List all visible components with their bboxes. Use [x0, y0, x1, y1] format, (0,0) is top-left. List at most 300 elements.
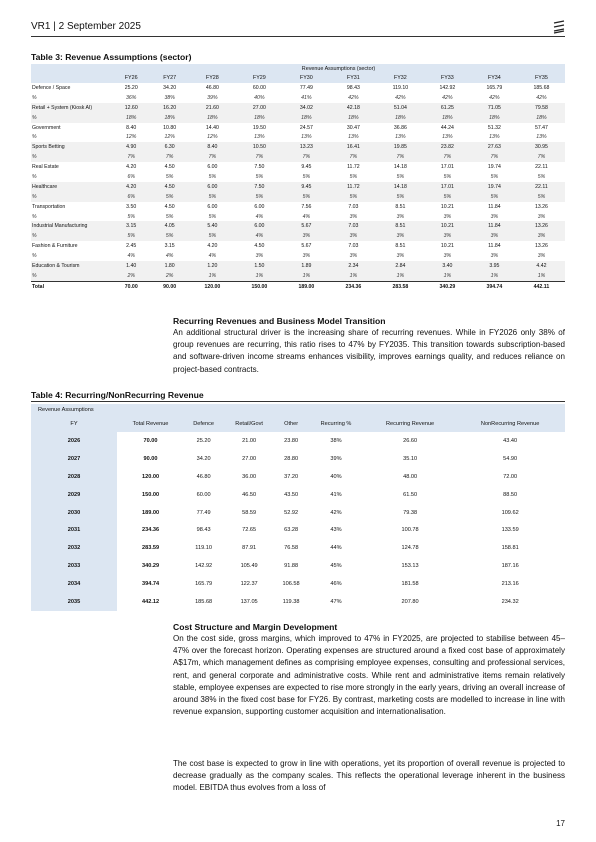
table4-column-header: Retail/Govt — [223, 416, 275, 432]
table4-value-cell: 137.05 — [240, 598, 258, 605]
table3-pct-cell: 18% — [283, 113, 330, 123]
table3-pct-cell: 1% — [518, 271, 565, 281]
table4-value-cell: 46.50 — [242, 491, 257, 498]
table3-value-cell: 4.05 — [150, 221, 188, 231]
table3-pct-cell: 40% — [254, 94, 265, 101]
table3-value-cell: 165.79 — [486, 84, 503, 91]
table3-row-label: Sports Betting — [31, 142, 112, 152]
table3-pct-cell: 3% — [537, 213, 546, 220]
table4-value-cell: 63.28 — [284, 527, 299, 534]
table3-pct-cell: 5% — [424, 192, 471, 202]
table4-value-cell: 100.78 — [401, 527, 419, 534]
table3-pct-cell: 42% — [489, 94, 500, 101]
table3-pct-cell: 18% — [377, 113, 424, 123]
table4-value-cell: 394.74 — [141, 581, 160, 588]
table3-row-label: Fashion & Furniture — [32, 243, 78, 250]
table3-pct-cell: 13% — [301, 134, 312, 141]
table3-pct-cell: 38% — [164, 94, 175, 101]
table3-row-label: Transportation — [32, 203, 66, 210]
table4-value-cell: 45% — [330, 563, 342, 570]
table3-pct-cell: 1% — [236, 271, 283, 281]
table3-year-header: FY31 — [330, 73, 377, 83]
table3-pct-cell: 13% — [489, 134, 500, 141]
table4-row — [31, 593, 565, 611]
table3-pct-cell: 3% — [349, 253, 358, 260]
table3-corner-cell — [31, 64, 112, 73]
table3-value-cell: 61.25 — [424, 103, 471, 113]
table4-value-cell: 98.43 — [196, 527, 211, 534]
table3-year-header: FY28 — [189, 73, 236, 83]
table3-pct-cell: 13% — [395, 134, 406, 141]
table3-pct-cell: 7% — [424, 152, 471, 162]
section-title-recurring: Recurring Revenues and Business Model Transition — [173, 316, 386, 326]
table3-pct-cell: 3% — [518, 231, 565, 241]
recurring-revenue-table — [31, 404, 565, 611]
table3-pct-cell: 5% — [236, 192, 283, 202]
table3-pct-cell: 42% — [536, 94, 547, 101]
table4-value-cell: 187.16 — [501, 563, 519, 570]
table4-row — [31, 450, 565, 468]
table3-pct-row — [31, 212, 565, 222]
table3-pct-cell: 4% — [165, 253, 174, 260]
table4-value-cell: 43.50 — [284, 491, 299, 498]
table3-pct-cell: 5% — [127, 213, 135, 220]
table3-pct-cell: 18% — [518, 113, 565, 123]
table3-value-cell: 4.50 — [164, 164, 175, 171]
table4-value-cell: 44% — [330, 545, 342, 552]
table4-value-cell: 61.50 — [403, 491, 418, 498]
table4-value-cell: 46.80 — [196, 473, 211, 480]
table3-pct-label: % — [32, 173, 37, 180]
table3-value-cell: 19.74 — [487, 164, 501, 171]
table3-pct-cell: 13% — [348, 134, 359, 141]
table3-pct-cell: 4% — [208, 253, 217, 260]
table3-pct-cell: 3% — [443, 253, 452, 260]
table3-value-cell: 16.20 — [150, 103, 188, 113]
table3-total-cell: 189.00 — [283, 281, 330, 291]
table4-value-cell: 28.80 — [284, 455, 299, 462]
table3-pct-cell: 5% — [490, 173, 499, 180]
table3-pct-cell: 42% — [348, 94, 359, 101]
table3-pct-label: % — [31, 192, 112, 202]
table3-value-cell: 19.85 — [377, 142, 424, 152]
table3-value-cell: 2.45 — [126, 243, 137, 250]
table3-value-cell: 25.20 — [124, 84, 138, 91]
table4-row — [31, 557, 565, 575]
table3-value-cell: 11.84 — [488, 243, 501, 250]
table3-row — [31, 142, 565, 152]
table3-pct-cell: 5% — [255, 173, 264, 180]
table4-value-cell: 60.00 — [196, 491, 211, 498]
table3-value-cell: 1.89 — [283, 261, 330, 271]
table3-value-cell: 6.00 — [236, 221, 283, 231]
table3-value-cell: 10.50 — [236, 142, 283, 152]
table3-pct-cell: 3% — [283, 231, 330, 241]
table4-title: Table 4: Recurring/NonRecurring Revenue — [31, 390, 204, 400]
table3-row — [31, 221, 565, 231]
table4-value-cell: 185.68 — [195, 598, 213, 605]
table4-group-header-row — [31, 404, 565, 416]
table3-pct-cell: 2% — [112, 271, 150, 281]
table3-row — [31, 261, 565, 271]
table4-value-cell: 90.00 — [143, 455, 158, 462]
table3-pct-row — [31, 192, 565, 202]
table3-pct-cell: 5% — [302, 173, 311, 180]
table3-value-cell: 36.86 — [393, 124, 407, 131]
table4-fy-cell: 2026 — [31, 432, 117, 450]
table3-value-cell: 8.51 — [377, 221, 424, 231]
table3-year-header: FY35 — [518, 73, 565, 83]
table3-pct-cell: 5% — [165, 213, 174, 220]
table3-total-row — [31, 281, 565, 291]
table3-pct-cell: 5% — [150, 192, 188, 202]
table3-pct-cell: 4% — [255, 213, 264, 220]
table3-value-cell: 8.51 — [395, 203, 406, 210]
table4-value-cell: 87.91 — [242, 545, 257, 552]
table3-value-cell: 4.50 — [254, 243, 265, 250]
table3-value-cell: 30.47 — [346, 124, 360, 131]
table4-value-cell: 153.13 — [401, 563, 419, 570]
paragraph-cost-2: The cost base is expected to grow in line with operations, yet its proportion of overall revenue is projected to decrease gradually as the company scales. This reflects the operational leverage inherent in the business model. EBITDA thus evolves from a loss of — [173, 759, 565, 793]
table4-value-cell: 37.20 — [284, 473, 299, 480]
table3-value-cell: 13.26 — [534, 243, 548, 250]
table4-value-cell: 52.92 — [284, 509, 299, 516]
table4-fy-cell: 2031 — [31, 521, 117, 539]
table3-pct-row — [31, 152, 565, 162]
table3-pct-cell: 4% — [236, 231, 283, 241]
table3-value-cell: 2.34 — [330, 261, 377, 271]
page-header — [31, 20, 565, 34]
table4-value-cell: 181.58 — [401, 581, 419, 588]
table4-fy-cell: 2027 — [31, 450, 117, 468]
table3-value-cell: 10.80 — [163, 124, 177, 131]
section-title-cost: Cost Structure and Margin Development — [173, 622, 338, 632]
table3-value-cell: 14.40 — [205, 124, 219, 131]
table3-pct-cell: 5% — [189, 192, 236, 202]
table3-value-cell: 119.10 — [392, 84, 409, 91]
table4-column-header: Defence — [184, 416, 223, 432]
table3-value-cell: 7.03 — [330, 221, 377, 231]
table4-column-header: NonRecurring Revenue — [455, 416, 565, 432]
table4-value-cell: 48.00 — [403, 473, 418, 480]
table3-value-cell: 22.11 — [518, 182, 565, 192]
table3-pct-cell: 7% — [377, 152, 424, 162]
table4-row — [31, 539, 565, 557]
table4-row — [31, 504, 565, 522]
table4-value-cell: 46% — [330, 581, 342, 588]
table3-value-cell: 60.00 — [252, 84, 266, 91]
table4-value-cell: 340.29 — [141, 563, 160, 570]
table3-pct-cell: 42% — [395, 94, 406, 101]
table4-value-cell: 109.62 — [501, 509, 519, 516]
table4-value-cell: 70.00 — [143, 437, 158, 444]
table4-value-cell: 23.80 — [284, 437, 299, 444]
table3-pct-row — [31, 231, 565, 241]
table4-value-cell: 58.59 — [242, 509, 257, 516]
table3-pct-cell: 5% — [349, 173, 358, 180]
header-rule — [31, 36, 565, 37]
table3-pct-cell: 13% — [442, 134, 453, 141]
table3-value-cell: 6.00 — [207, 164, 218, 171]
table4-value-cell: 79.38 — [403, 509, 418, 516]
table4-value-cell: 42% — [330, 509, 342, 516]
table3-pct-cell: 5% — [283, 192, 330, 202]
table3-pct-cell: 1% — [283, 271, 330, 281]
table3-corner-cell — [31, 73, 112, 83]
table3-value-cell: 4.20 — [207, 243, 218, 250]
table3-pct-cell: 7% — [236, 152, 283, 162]
table3-value-cell: 17.01 — [440, 164, 454, 171]
table3-pct-cell: 5% — [208, 173, 217, 180]
table3-group-header: Revenue Assumptions (sector) — [112, 64, 565, 73]
table3-value-cell: 4.42 — [518, 261, 565, 271]
table4-group-header: Revenue Assumptions — [31, 404, 184, 416]
table3-value-cell: 34.02 — [283, 103, 330, 113]
table3-value-cell: 6.00 — [189, 182, 236, 192]
table3-value-cell: 13.26 — [518, 221, 565, 231]
table3-value-cell: 11.72 — [347, 164, 360, 171]
table3-pct-label: % — [32, 213, 37, 220]
table3-value-cell: 11.84 — [488, 203, 501, 210]
table3-value-cell: 10.21 — [424, 221, 471, 231]
table3-value-cell: 185.68 — [533, 84, 550, 91]
table3-value-cell: 57.47 — [534, 124, 548, 131]
table4-value-cell: 133.59 — [501, 527, 519, 534]
table3-value-cell: 51.04 — [377, 103, 424, 113]
table3-row — [31, 162, 565, 172]
table3-value-cell: 4.50 — [164, 203, 175, 210]
table3-pct-cell: 41% — [301, 94, 312, 101]
table3-pct-row — [31, 113, 565, 123]
table3-year-header: FY33 — [424, 73, 471, 83]
table4-value-cell: 72.65 — [242, 527, 257, 534]
table4-value-cell: 120.00 — [141, 473, 160, 480]
table4-header-filler — [184, 404, 565, 416]
table3-pct-cell: 1% — [471, 271, 518, 281]
table4-value-cell: 119.38 — [282, 598, 300, 605]
table4-value-cell: 150.00 — [141, 491, 160, 498]
table4-value-cell: 234.36 — [141, 527, 160, 534]
table3-value-cell: 3.50 — [126, 203, 137, 210]
table3-year-header: FY34 — [471, 73, 518, 83]
table3-pct-cell: 5% — [112, 231, 150, 241]
table4-column-header: Other — [275, 416, 307, 432]
table4-column-header-row — [31, 416, 565, 432]
table3-row-label: Healthcare — [31, 182, 112, 192]
table4-value-cell: 43% — [330, 527, 342, 534]
table3-pct-label: % — [31, 152, 112, 162]
table3-value-cell: 13.26 — [534, 203, 548, 210]
table3-pct-cell: 18% — [236, 113, 283, 123]
table3-pct-cell: 18% — [150, 113, 188, 123]
table4-row — [31, 575, 565, 593]
table3-pct-row — [31, 132, 565, 142]
table3-value-cell: 30.95 — [518, 142, 565, 152]
page-number: 17 — [556, 819, 565, 828]
table4-value-cell: 40% — [330, 473, 342, 480]
table3-pct-cell: 5% — [165, 173, 174, 180]
table4-value-cell: 158.81 — [501, 545, 519, 552]
table4-value-cell: 122.37 — [240, 581, 258, 588]
table3-value-cell: 5.40 — [189, 221, 236, 231]
table3-value-cell: 21.60 — [189, 103, 236, 113]
table4-value-cell: 91.88 — [284, 563, 299, 570]
table4-value-cell: 34.20 — [196, 455, 211, 462]
table3-value-cell: 9.45 — [283, 182, 330, 192]
table4-row — [31, 468, 565, 486]
table3-pct-cell: 3% — [255, 253, 264, 260]
table3-row-label: Retail + System (Kiosk AI) — [31, 103, 112, 113]
table3-pct-cell: 7% — [518, 152, 565, 162]
table4-value-cell: 88.50 — [503, 491, 518, 498]
table3-value-cell: 2.84 — [377, 261, 424, 271]
table3-pct-cell: 18% — [330, 113, 377, 123]
table3-year-header: FY32 — [377, 73, 424, 83]
table4-value-cell: 283.59 — [141, 545, 160, 552]
table4-value-cell: 36.00 — [242, 473, 257, 480]
table3-pct-cell: 12% — [164, 134, 175, 141]
table4-value-cell: 442.12 — [141, 598, 160, 605]
table3-pct-cell: 1% — [189, 271, 236, 281]
table3-pct-row — [31, 271, 565, 281]
table4-value-cell: 234.32 — [501, 598, 519, 605]
table3-value-cell: 3.40 — [424, 261, 471, 271]
table3-pct-label: % — [31, 231, 112, 241]
table3-year-header: FY26 — [112, 73, 150, 83]
table3-pct-cell: 12% — [126, 134, 137, 141]
table3-value-cell: 44.24 — [440, 124, 454, 131]
table3-value-cell: 3.15 — [164, 243, 175, 250]
company-logo-icon — [553, 20, 565, 34]
table4-value-cell: 165.79 — [195, 581, 213, 588]
table3-value-cell: 5.67 — [283, 221, 330, 231]
table3-pct-cell: 4% — [127, 253, 135, 260]
table3-row — [31, 123, 565, 133]
table4-value-cell: 106.58 — [282, 581, 300, 588]
table3-year-header-row — [31, 73, 565, 83]
table4-value-cell: 25.20 — [196, 437, 211, 444]
table3-pct-cell: 5% — [443, 173, 452, 180]
table3-value-cell: 1.40 — [112, 261, 150, 271]
table4-value-cell: 38% — [330, 437, 342, 444]
table3-pct-row — [31, 93, 565, 103]
table4-value-cell: 124.78 — [401, 545, 419, 552]
table4-column-header: Recurring % — [307, 416, 365, 432]
table3-value-cell: 142.92 — [439, 84, 456, 91]
table3-value-cell: 5.67 — [301, 243, 312, 250]
table3-row-label: Real Estate — [32, 164, 59, 171]
table3-row-label: Government — [32, 124, 61, 131]
table3-pct-cell: 4% — [302, 213, 311, 220]
table3-pct-cell: 2% — [150, 271, 188, 281]
table3-pct-cell: 6% — [112, 192, 150, 202]
table3-value-cell: 46.80 — [205, 84, 219, 91]
table3-pct-cell: 5% — [377, 192, 424, 202]
table3-value-cell: 7.03 — [348, 203, 359, 210]
table3-pct-cell: 3% — [537, 253, 546, 260]
table3-value-cell: 3.15 — [112, 221, 150, 231]
table3-value-cell: 1.80 — [150, 261, 188, 271]
table3-value-cell: 1.50 — [236, 261, 283, 271]
table3-value-cell: 12.60 — [112, 103, 150, 113]
table4-value-cell: 213.16 — [501, 581, 519, 588]
table3-value-cell: 77.49 — [299, 84, 313, 91]
table3-value-cell: 8.40 — [189, 142, 236, 152]
table3-pct-cell: 5% — [518, 192, 565, 202]
table4-value-cell: 207.80 — [401, 598, 419, 605]
table3-pct-label: % — [31, 271, 112, 281]
table3-value-cell: 27.63 — [471, 142, 518, 152]
table3-pct-cell: 18% — [189, 113, 236, 123]
table4-value-cell: 41% — [330, 491, 342, 498]
table3-value-cell: 1.20 — [189, 261, 236, 271]
version-date: VR1 | 2 September 2025 — [31, 21, 141, 32]
table3-value-cell: 13.23 — [283, 142, 330, 152]
table3-value-cell: 14.18 — [377, 182, 424, 192]
table3-pct-cell: 6% — [127, 173, 135, 180]
table3-value-cell: 10.21 — [440, 203, 454, 210]
table4-value-cell: 189.00 — [141, 509, 160, 516]
table3-total-cell: 90.00 — [150, 281, 188, 291]
table3-pct-cell: 1% — [377, 271, 424, 281]
table3-pct-label: % — [32, 253, 37, 260]
table4-rule — [31, 401, 565, 402]
table3-row — [31, 202, 565, 212]
table4-fy-cell: 2029 — [31, 486, 117, 504]
table3-value-cell: 8.40 — [126, 124, 137, 131]
table4-value-cell: 105.49 — [240, 563, 258, 570]
table3-value-cell: 14.18 — [393, 164, 407, 171]
table4-value-cell: 76.58 — [284, 545, 299, 552]
table3-pct-cell: 13% — [536, 134, 547, 141]
table3-value-cell: 6.30 — [150, 142, 188, 152]
table3-pct-cell: 7% — [112, 152, 150, 162]
table3-value-cell: 19.50 — [252, 124, 266, 131]
table4-value-cell: 47% — [330, 598, 342, 605]
table4-row — [31, 486, 565, 504]
table3-pct-cell: 7% — [330, 152, 377, 162]
table3-value-cell: 6.00 — [254, 203, 265, 210]
table3-pct-cell: 3% — [424, 231, 471, 241]
table3-value-cell: 9.45 — [301, 164, 312, 171]
table3-row-label: Education & Tourism — [31, 261, 112, 271]
table3-value-cell: 6.00 — [207, 203, 218, 210]
table3-value-cell: 11.72 — [330, 182, 377, 192]
table4-column-header: Total Revenue — [117, 416, 184, 432]
table3-value-cell: 98.43 — [346, 84, 360, 91]
table3-row — [31, 182, 565, 192]
table3-total-cell: 283.58 — [377, 281, 424, 291]
table3-total-cell: 70.00 — [112, 281, 150, 291]
table3-value-cell: 42.18 — [330, 103, 377, 113]
table3-pct-cell: 18% — [112, 113, 150, 123]
table3-pct-cell: 39% — [207, 94, 218, 101]
table3-value-cell: 79.58 — [518, 103, 565, 113]
table4-fy-cell: 2028 — [31, 468, 117, 486]
revenue-assumptions-table — [31, 64, 565, 292]
table3-total-label: Total — [31, 281, 112, 291]
table3-total-cell: 120.00 — [189, 281, 236, 291]
table3-pct-label: % — [32, 134, 37, 141]
table3-value-cell: 7.03 — [348, 243, 359, 250]
table3-pct-cell: 12% — [207, 134, 218, 141]
table3-pct-cell: 42% — [442, 94, 453, 101]
table3-value-cell: 34.20 — [163, 84, 177, 91]
table3-total-cell: 394.74 — [471, 281, 518, 291]
table3-pct-cell: 3% — [490, 213, 499, 220]
table3-value-cell: 11.84 — [471, 221, 518, 231]
table3-pct-cell: 5% — [189, 231, 236, 241]
